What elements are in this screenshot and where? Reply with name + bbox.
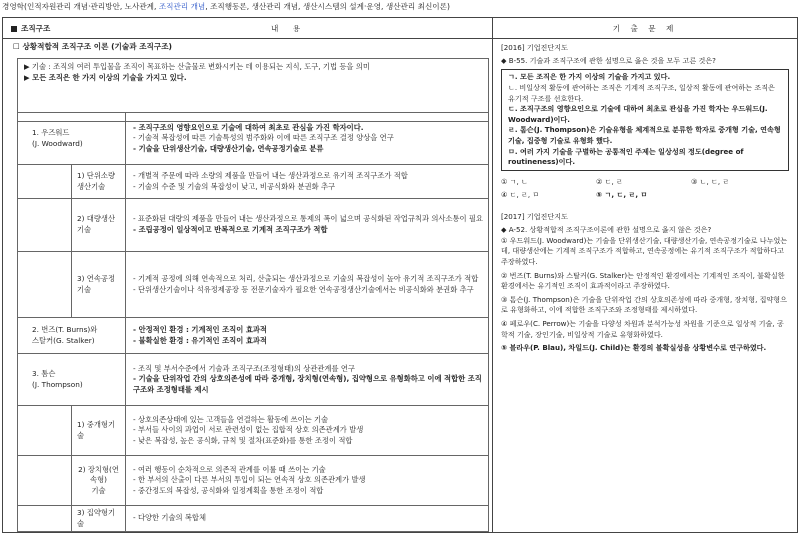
list-item: - 여러 행동이 순차적으로 의존적 관계를 이룰 때 쓰이는 기술 bbox=[133, 464, 326, 474]
option-item: ③ 톰슨(J. Thompson)은 기술을 단위작업 간의 상호의존성에 따라 중개형, 장치형, 집약형으로 유형화하고, 이에 적합한 조직구조와 조정형태를 제시하였다. bbox=[501, 294, 787, 315]
list-item: - 안정적인 환경 : 기계적인 조직이 효과적 bbox=[133, 324, 267, 334]
list-item: - 단위생산기술이나 석유정제공장 등 전문기술자가 필요한 연속공정생산기술에서는 비공식화와 분권화 추구 bbox=[133, 284, 474, 294]
indent-cell bbox=[18, 456, 72, 506]
row-content-long-linked bbox=[126, 456, 489, 506]
q1-statements-box bbox=[501, 69, 789, 171]
list-item: ㄴ. 비일상적 활동에 관여하는 조직은 기계적 조직구조, 일상적 활동에 관여하는 조직은 유기적 구조를 선호한다. bbox=[508, 82, 775, 103]
row-content-continuous bbox=[126, 252, 489, 318]
header-left bbox=[3, 18, 493, 39]
row-label-burns: 2. 번즈(T. Burns)와 스탈커(G. Stalker) bbox=[18, 318, 126, 354]
row-label-thompson: 3. 톰슨 (J. Thompson) bbox=[18, 354, 126, 406]
row-label-intensive: 3) 집약형기술 bbox=[72, 506, 126, 532]
row-content-mediating bbox=[126, 406, 489, 456]
intro-line-1: ▶ 기술 : 조직의 여러 투입물을 조직이 목표하는 산출물로 변화시키는 데 이용되는 지식, 도구, 기법 등을 의미 bbox=[24, 62, 370, 71]
header-content-title: 내 용 bbox=[270, 23, 307, 33]
list-item: - 불확실한 환경 : 유기적인 조직이 효과적 bbox=[133, 335, 267, 345]
table-row bbox=[18, 406, 489, 456]
header-exam-title: 기 출 문 제 bbox=[612, 23, 678, 33]
list-item: - 중간정도의 복잡성, 공식화와 일정계획을 통한 조정이 적합 bbox=[133, 485, 324, 495]
table-row bbox=[18, 456, 489, 506]
square-bullet-icon bbox=[11, 26, 17, 32]
row-label-mass: 2) 대량생산기술 bbox=[72, 199, 126, 252]
content-table bbox=[17, 112, 489, 532]
q1-stem: ◆ B-55. 기술과 조직구조에 관한 설명으로 옳은 것을 모두 고른 것은? bbox=[501, 55, 716, 65]
list-item: - 기계적 공정에 의해 연속적으로 처리, 산출되는 생산과정으로 기술의 복잡성이 높아 유기적 조직구조가 적합 bbox=[133, 273, 479, 283]
list-item: - 부서들 사이의 과업이 서로 관련성이 없는 집합적 상호 의존관계가 발생 bbox=[133, 425, 364, 435]
row-label-long-linked: 2) 장치형(연속형) 기술 bbox=[72, 456, 126, 506]
q2-year: [2017] 기업진단지도 bbox=[501, 212, 568, 222]
row-content-mass bbox=[126, 199, 489, 252]
row-content-unit bbox=[126, 165, 489, 199]
option-item: ③ ㄴ, ㄷ, ㄹ bbox=[691, 177, 730, 187]
intro-line-2: ▶ 모든 조직은 한 가지 이상의 기술을 가지고 있다. bbox=[24, 72, 187, 82]
list-item: - 기술의 수준 및 기술의 복잡성이 낮고, 비공식화와 분권화 추구 bbox=[133, 181, 336, 191]
document-topline bbox=[2, 1, 798, 15]
section-title: ☐ 상황적합적 조직구조 이론 (기술과 조직구조) bbox=[13, 42, 173, 51]
option-item: ④ 페로우(C. Perrow)는 기술을 다양성 차원과 분석가능성 차원을 기준으로 일상적 기술, 공학적 기술, 장인기술, 비일상적 기술로 유형화하였다. bbox=[501, 319, 784, 339]
row-label-mediating: 1) 중개형기술 bbox=[72, 406, 126, 456]
table-row bbox=[18, 318, 489, 354]
table-row bbox=[18, 506, 489, 532]
row-content-thompson bbox=[126, 354, 489, 406]
list-item: - 개별적 주문에 따라 소량의 제품을 만들어 내는 생산과정으로 유기적 조직구조가 적합 bbox=[133, 170, 408, 180]
row-label-continuous: 3) 연속공정기술 bbox=[72, 252, 126, 318]
document-frame bbox=[2, 17, 798, 533]
topline-post: , 조직행동론, 생산관리 개념, 생산시스템의 설계·운영, 생산관리 최신이론) bbox=[205, 2, 450, 11]
topline-highlight: 조직관리 개념 bbox=[158, 2, 206, 11]
list-item: - 조직 및 부서수준에서 기술과 조직구조(조정형태)의 상관관계를 연구 bbox=[133, 363, 355, 373]
option-item: ② ㄷ, ㄹ bbox=[596, 177, 623, 187]
row-content-burns bbox=[126, 318, 489, 354]
option-item: ① ㄱ, ㄴ bbox=[501, 177, 528, 187]
header-label: 조직구조 bbox=[21, 23, 51, 33]
exam-column bbox=[493, 39, 797, 532]
option-item: ④ ㄷ, ㄹ, ㅁ bbox=[501, 189, 540, 199]
list-item: - 기술을 단위생산기술, 대량생산기술, 연속공정기술로 분류 bbox=[133, 143, 324, 153]
content-column bbox=[3, 39, 493, 532]
list-item: - 다양한 기술의 복합체 bbox=[133, 513, 207, 523]
indent-cell bbox=[18, 506, 72, 532]
list-item: ㅁ. 여러 가지 기술을 구별하는 공통적인 주제는 일상성의 정도(degree of routineness)이다. bbox=[508, 146, 744, 167]
table-row bbox=[18, 252, 489, 318]
table-row bbox=[18, 199, 489, 252]
list-item: - 기술적 복잡성에 따른 기술특성의 범주화와 이에 따른 조직구조 결정 양상을 연구 bbox=[133, 133, 394, 143]
list-item: - 한 부서의 산출이 다른 부서의 투입이 되는 연속적 상호 의존관계가 발생 bbox=[133, 475, 366, 485]
list-item: - 표준화된 대량의 제품을 만들어 내는 생산과정으로 통제의 폭이 넓으며 공식화된 작업규칙과 의사소통이 필요 bbox=[133, 214, 483, 224]
row-content-woodward bbox=[126, 113, 489, 165]
indent-cell bbox=[18, 165, 72, 199]
topline-pre: 경영학(인적자원관리 개념·관리방안, 노사관계, bbox=[2, 2, 159, 11]
header-right bbox=[493, 18, 797, 39]
list-item: ㄹ. 톰슨(J. Thompson)은 기술유형을 체계적으로 분류한 학자로 중개형 기술, 연속형 기술, 집중형 기술로 유형화 했다. bbox=[508, 125, 781, 146]
list-item: - 조직구조의 영향요인으로 기술에 대하여 최초로 관심을 가진 학자이다. bbox=[133, 122, 364, 132]
indent-cell bbox=[18, 406, 72, 456]
option-item-answer: ⑤ ㄱ, ㄷ, ㄹ, ㅁ bbox=[596, 189, 648, 199]
option-item: ② 번즈(T. Burns)와 스탈커(G. Stalker)는 안정적인 환경에서는 기계적인 조직이, 불확실한 환경에서는 유기적인 조직이 효과적이라고 주장하였다. bbox=[501, 270, 785, 291]
list-item: ㄱ. 모든 조직은 한 가지 이상의 기술을 가지고 있다. bbox=[508, 72, 671, 82]
option-item-answer: ⑤ 블라우(P. Blau), 차일드(J. Child)는 환경의 불확실성을 상황변수로 연구하였다. bbox=[501, 343, 767, 353]
row-label-woodward: 1. 우즈워드 (J. Woodward) bbox=[18, 113, 126, 165]
list-item: - 기술을 단위작업 간의 상호의존성에 따라 중개형, 장치형(연속형), 집약형으로 유형화하고 이에 적합한 조직구조와 조정형태를 제시 bbox=[133, 374, 482, 394]
indent-cell bbox=[18, 199, 72, 252]
list-item: - 낮은 복잡성, 높은 공식화, 규칙 및 절차(표준화)를 통한 조정이 적합 bbox=[133, 435, 353, 445]
row-label-unit: 1) 단위소량생산기술 bbox=[72, 165, 126, 199]
list-item: - 상호의존상태에 있는 고객들을 연결하는 활동에 쓰이는 기술 bbox=[133, 414, 329, 424]
table-row bbox=[18, 113, 489, 165]
q1-options bbox=[501, 177, 789, 202]
table-row bbox=[18, 165, 489, 199]
indent-cell bbox=[18, 252, 72, 318]
list-item: - 조립공정이 일상적이고 반복적으로 기계적 조직구조가 적합 bbox=[133, 225, 328, 234]
q1-year: [2016] 기업진단지도 bbox=[501, 43, 568, 52]
table-row bbox=[18, 354, 489, 406]
q2-stem: ◆ A-52. 상황적합적 조직구조이론에 관한 설명으로 옳지 않은 것은? bbox=[501, 224, 712, 234]
list-item: ㄷ. 조직구조의 영향요인으로 기술에 대하여 최초로 관심을 가진 학자는 우드워드(J. Woodward)이다. bbox=[508, 104, 768, 124]
row-content-intensive bbox=[126, 506, 489, 532]
option-item: ① 우드워드(J. Woodward)는 기술을 단위생산기술, 대량생산기술, 연속공정기술로 나누었는데, 대량생산에는 기계적 조직구조가 적합하고, 연속공정에는 유기적 조직구조가 적합하다고 주장하였다. bbox=[501, 235, 788, 266]
